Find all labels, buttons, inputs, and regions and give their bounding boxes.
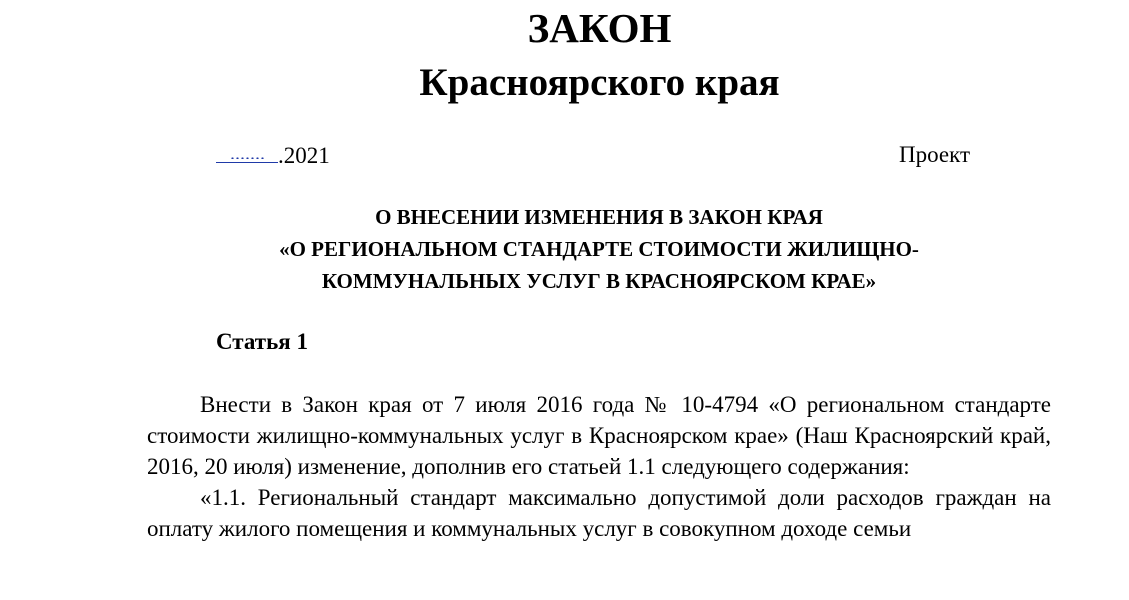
date-blank-field: [216, 140, 278, 163]
date-line: [216, 140, 330, 171]
document-subtitle: Красноярского края: [419, 61, 780, 104]
article-body: [147, 389, 1051, 544]
date-year: .2021: [278, 143, 330, 168]
article-paragraph-2: «1.1. Региональный стандарт максимально допустимой доли расходов граждан на оплату жилого помещения и коммунальных услуг в совокупном доходе семьи: [147, 485, 1051, 541]
draft-status-label: Проект: [899, 142, 971, 167]
document-title: ЗАКОН: [527, 5, 672, 51]
heading-line-3: КОММУНАЛЬНЫХ УСЛУГ В КРАСНОЯРСКОМ КРАЕ»: [321, 269, 877, 293]
law-heading: [149, 201, 1049, 297]
article-title: Статья 1: [216, 329, 308, 354]
heading-line-1: О ВНЕСЕНИИ ИЗМЕНЕНИЯ В ЗАКОН КРАЯ: [375, 205, 823, 229]
article-paragraph-1: Внести в Закон края от 7 июля 2016 года № 10-4794 «О региональном стандарте стоимости жилищно-коммунальных услуг в Красноярском крае» (Наш Красноярский край, 2016, 20 июля) изменение, дополнив его статьей 1.1 следующего содержания:: [147, 392, 1051, 479]
heading-line-2: «О РЕГИОНАЛЬНОМ СТАНДАРТЕ СТОИМОСТИ ЖИЛИЩНО-: [279, 237, 919, 261]
